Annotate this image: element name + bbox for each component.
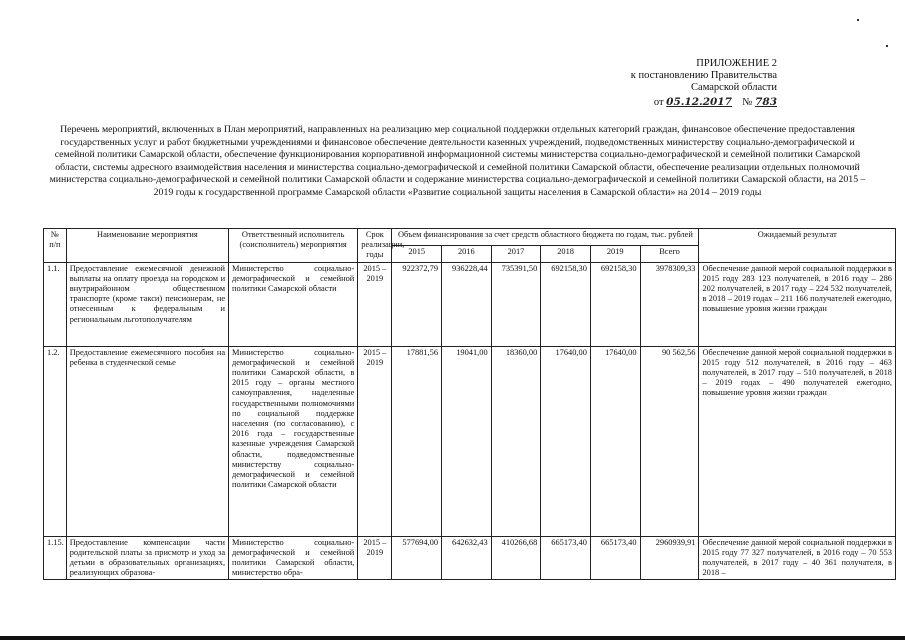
number-prefix: № [742,97,753,108]
attachment-resolution-line: к постановлению Правительства [630,70,777,81]
row-executor: Министерство социально-демографической и семейной политики Самарской области [229,262,358,346]
row-result: Обеспечение данной мерой социальной поддержки в 2015 году 512 получателей, в 2016 году – 463 получателей, в 2017 году – 510 получателей, в 2018 – 2019 годах – 490 получателей ежегодно, повышение уровня жизни граждан [699,346,896,536]
header-year-2019: 2019 [590,245,640,262]
row-total: 90 562,56 [640,346,699,536]
handwritten-number: 783 [755,96,777,108]
header-term: Срок реализации, годы [358,229,392,263]
row-value-2019: 17640,00 [590,346,640,536]
row-result: Обеспечение данной мерой социальной поддержки в 2015 году 283 123 получателей, в 2016 году – 286 202 получателей, в 2017 году – 224 532 получателей, в 2018 – 2019 годах – 211 166 получателей ежегодно, повышение уровня жизни граждан [699,262,896,346]
table-row [44,346,896,536]
row-num: 1.15. [44,536,67,580]
table-header-row [44,229,896,246]
row-name: Предоставление ежемесячного пособия на ребенка в студенческой семье [66,346,228,536]
row-term: 2015 – 2019 [358,346,392,536]
handwritten-date: 05.12.2017 [666,96,732,108]
scan-speck [857,19,859,21]
header-funding: Объем финансирования за счет средств областного бюджета по годам, тыс. рублей [392,229,699,246]
table-row [44,262,896,346]
header-result: Ожидаемый результат [699,229,896,263]
row-executor: Министерство социально-демографической и семейной политики Самарской области, в 2015 году – органы местного самоуправления, наделенные государственными полномочиями по социальной поддержке населения (по согласованию), с 2016 года – государственные казенные учреждения Самарской области, подведомственные министерству социально-демографической и семейной политики Самарской области [229,346,358,536]
row-value-2018: 692158,30 [541,262,591,346]
row-value-2015: 17881,56 [392,346,442,536]
row-value-2016: 642632,43 [442,536,492,580]
row-value-2017: 410266,68 [491,536,541,580]
header-executor: Ответственный исполнитель (соисполнитель) мероприятия [229,229,358,263]
attachment-region-line: Самарской области [691,82,777,93]
row-value-2019: 692158,30 [590,262,640,346]
header-name: Наименование мероприятия [66,229,228,263]
header-total: Всего [640,245,699,262]
date-prefix: от [653,97,664,108]
row-value-2016: 19041,00 [442,346,492,536]
scan-speck [886,45,888,47]
header-year-2016: 2016 [442,245,492,262]
attachment-block [577,58,777,109]
row-value-2015: 577694,00 [392,536,442,580]
scan-bottom-edge [0,636,905,640]
attachment-heading: ПРИЛОЖЕНИЕ 2 [696,58,777,69]
header-num: № п/п [44,229,67,263]
measures-table [43,228,896,580]
row-term: 2015 – 2019 [358,536,392,580]
row-executor: Министерство социально-демографической и семейной политики Самарской области, министерство обра- [229,536,358,580]
document-title: Перечень мероприятий, включенных в План мероприятий, направленных на реализацию мер социальной поддержки отдельных категорий граждан, финансовое обеспечение предоставления государственных услуг и работ бюджетными учреждениями и финансовое обеспечение деятельности казенных учреждений, подведомственных министерству социально-демографической и семейной политики Самарской области, обеспечение функционирования корпоративной информационной системы министерства социально-демографической и семейной политики Самарской области, системы адресного взаимодействия населения и министерства социально-демографической и семейной политики Самарской области, обеспечение реализации отдельных полномочий министерства социально-демографической и семейной политики Самарской области и содержание министерства социально-демографической и семейной политики Самарской области, на 2015 – 2019 годы к государственной программе Самарской области «Развитие социальной защиты населения в Самарской области» на 2014 – 2019 годы [49,124,866,198]
row-result: Обеспечение данной мерой социальной поддержки в 2015 году 77 327 получателей, в 2016 году – 70 553 получателей, в 2017 году – 40 361 получателя, в 2018 – [699,536,896,580]
row-value-2018: 665173,40 [541,536,591,580]
attachment-date-line [577,96,777,109]
row-value-2019: 665173,40 [590,536,640,580]
header-year-2017: 2017 [491,245,541,262]
header-year-2015: 2015 [392,245,442,262]
row-num: 1.1. [44,262,67,346]
header-year-2018: 2018 [541,245,591,262]
row-value-2016: 936228,44 [442,262,492,346]
row-term: 2015 – 2019 [358,262,392,346]
table-row [44,536,896,580]
row-value-2017: 18360,00 [491,346,541,536]
row-total: 2960939,91 [640,536,699,580]
row-name: Предоставление ежемесячной денежной выплаты на оплату проезда на городском и внутрирайонном общественном транспорте (кроме такси) пенсионерам, не отнесенным к федеральным и региональным льготополучателям [66,262,228,346]
row-total: 3978309,33 [640,262,699,346]
row-name: Предоставление компенсации части родительской платы за присмотр и уход за детьми в образовательных организациях, реализующих образова- [66,536,228,580]
row-value-2015: 922372,79 [392,262,442,346]
row-num: 1.2. [44,346,67,536]
row-value-2017: 735391,50 [491,262,541,346]
row-value-2018: 17640,00 [541,346,591,536]
